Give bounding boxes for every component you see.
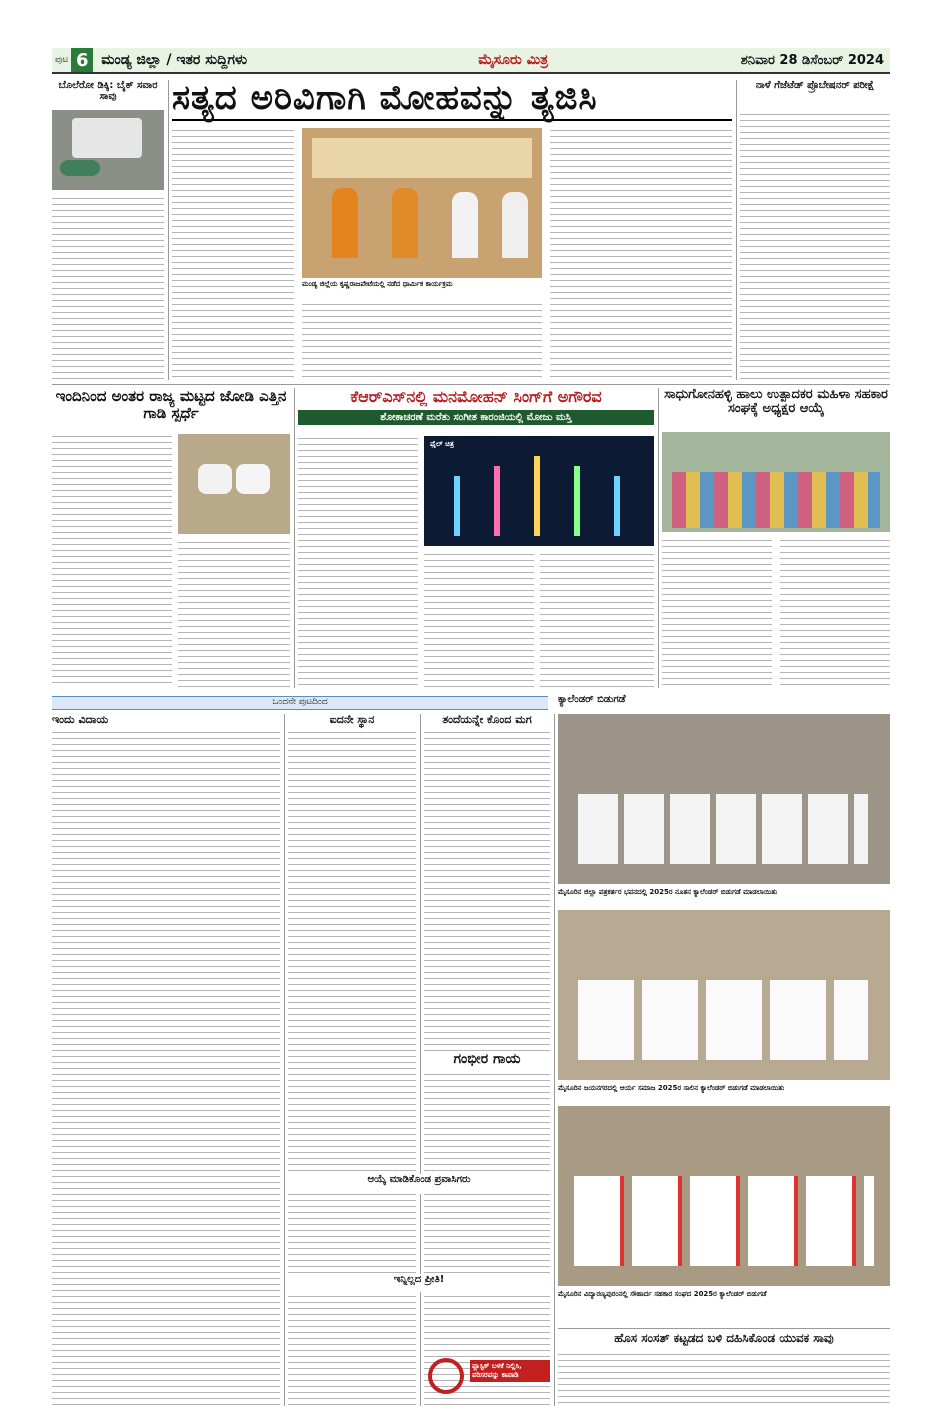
cart-photo: [178, 434, 290, 534]
section-title: ಮಂಡ್ಯ ಜಿಲ್ಲಾ / ಇತರ ಸುದ್ದಿಗಳು: [101, 52, 248, 68]
story-parliament: [558, 1332, 890, 1406]
lead-body-col3: [550, 128, 732, 380]
gazette-body: [740, 112, 890, 380]
preeti-title: ಇನ್ನಿಲ್ಲದ ಪ್ರೀತಿ!: [393, 1274, 445, 1285]
sadhu-title: ಸಾಧುಗೋನಹಳ್ಳಿ ಹಾಲು ಉತ್ಪಾದಕರ ಮಹಿಳಾ ಸಹಕಾರ ಸಂಘಕ್ಕೆ ಅಧ್ಯಕ್ಷರ ಆಯ್ಕೆ: [664, 388, 888, 417]
story-calendar: [558, 714, 890, 1324]
sadhu-body-col2: [780, 538, 890, 688]
divider: [420, 714, 421, 1406]
krs-photo-label: ಫೈಲ್ ಚಿತ್ರ: [430, 440, 454, 448]
krs-title: ಕೆಆರ್‌ಎಸ್‌ನಲ್ಲಿ ಮನಮೋಹನ್ ಸಿಂಗ್‌ಗೆ ಅಗೌರವ: [350, 388, 602, 406]
calendar-caption-2: ಮೈಸೂರಿನ ಜಯನಗರದಲ್ಲಿ ಆರ್ಯ ಸಮಾಜ 2025ರ ಸಾಲಿನ ಕ್ಯಾಲೆಂಡರ್ ಬಿಡುಗಡೆ ಮಾಡಲಾಯಿತು: [558, 1084, 785, 1092]
story-gazette-exam: [740, 80, 890, 380]
plastic-ad: [424, 1354, 550, 1400]
cart-title: ಇಂದಿನಿಂದ ಅಂತರ ರಾಜ್ಯ ಮಟ್ಟದ ಜೋಡಿ ಎತ್ತಿನ ಗಾಡಿ ಸ್ಪರ್ಧೆ: [55, 388, 287, 422]
story-bullock-cart: [52, 388, 290, 688]
page-label: ಪುಟ: [55, 55, 69, 65]
story-vidaya: [52, 714, 280, 1406]
lead-photo-caption: ಮಂಡ್ಯ ಜಿಲ್ಲೆಯ ಕೃಷ್ಣರಾಜಪೇಟೆಯಲ್ಲಿ ನಡೆದ ಧಾರ್ಮಿಕ ಕಾರ್ಯಕ್ರಮ: [302, 280, 453, 288]
krs-body-col3: [540, 552, 654, 688]
vidaya-body: [52, 730, 280, 1406]
samsat-body: [558, 1352, 890, 1406]
page-number: 6: [71, 48, 93, 72]
lead-body-col2: [302, 302, 542, 380]
sadhu-body-col1: [662, 538, 772, 688]
story-bike-body: [52, 196, 164, 380]
lead-body-col1: [172, 128, 294, 380]
issue-date: ಶನಿವಾರ 28 ಡಿಸೆಂಬರ್ 2024: [740, 52, 884, 68]
story-aidane: [288, 714, 416, 1406]
divider: [168, 80, 169, 380]
calendar-caption-1: ಮೈಸೂರಿನ ಜಿಲ್ಲಾ ಪತ್ರಕರ್ತರ ಭವನದಲ್ಲಿ 2025ರ ನೂತನ ಕ್ಯಾಲೆಂಡರ್ ಬಿಡುಗಡೆ ಮಾಡಲಾಯಿತು: [558, 888, 778, 896]
calendar-photo-1: [558, 714, 890, 884]
calendar-caption-3: ಮೈಸೂರಿನ ವಿದ್ಯಾರಣ್ಯಪುರಂನಲ್ಲಿ ಸೌಹಾರ್ದ ಸಹಕಾರ ಸಂಘದ 2025ರ ಕ್ಯಾಲೆಂಡರ್ ಬಿಡುಗಡೆ: [558, 1290, 767, 1298]
continued-band: ಒಂದನೇ ಪುಟದಿಂದ: [52, 696, 548, 710]
aidane-title: ಐದನೇ ಸ್ಥಾನ: [329, 714, 375, 726]
plastic-ad-text: ಪ್ಲಾಸ್ಟಿಕ್ ಬಳಕೆ ನಿಲ್ಲಿಸಿ, ಪರಿಸರವನ್ನು ಕಾಪಾಡಿ: [470, 1360, 550, 1382]
divider: [558, 1328, 890, 1329]
divider: [554, 714, 555, 1406]
story-sadhugonahalli: [662, 388, 890, 688]
lead-title: ಸತ್ಯದ ಅರಿವಿಗಾಗಿ ಮೋಹವನ್ನು ತ್ಯಜಿಸಿ: [172, 80, 732, 121]
aidane-body: [288, 730, 416, 1406]
divider: [658, 388, 659, 688]
divider: [284, 714, 285, 1406]
preeti-head: [288, 1274, 550, 1292]
masthead: [52, 48, 890, 74]
divider: [736, 80, 737, 380]
krs-body-col1: [298, 436, 418, 688]
newspaper-page: [52, 48, 890, 1406]
samsat-title: ಹೊಸ ಸಂಸತ್ ಕಟ್ಟಡದ ಬಳಿ ದಹಿಸಿಕೊಂಡ ಯುವಕ ಸಾವು: [614, 1332, 834, 1345]
gambhira-head: [424, 1052, 550, 1074]
calendar-photo-2: [558, 910, 890, 1080]
story-lead: [172, 80, 732, 380]
tandeyane-title: ತಂದೆಯನ್ನೇ ಕೊಂದ ಮಗ: [442, 714, 532, 726]
gazette-title: ನಾಳೆ ಗೆಜೆಟೆಡ್ ಪ್ರೊಬೇಷನರ್ ಪರೀಕ್ಷೆ: [755, 80, 875, 91]
lead-photo: [302, 128, 542, 278]
krs-fountain-photo: [424, 436, 654, 546]
gambhira-title: ಗಂಭೀರ ಗಾಯ: [453, 1052, 521, 1067]
sadhu-group-photo: [662, 432, 890, 532]
calendar-photo-3: [558, 1106, 890, 1286]
no-plastic-icon: [428, 1358, 464, 1394]
story-krs: [298, 388, 654, 688]
accident-photo: [52, 110, 164, 190]
paper-name: ಮೈಸೂರು ಮಿತ್ರ: [478, 52, 549, 68]
aayke-head: [288, 1174, 550, 1194]
cart-body-col2: [178, 540, 290, 688]
calendar-title: ಕ್ಯಾಲೆಂಡರ್ ಬಿಡುಗಡೆ: [558, 694, 626, 705]
divider: [294, 388, 295, 688]
divider: [52, 384, 890, 385]
krs-body-col2: [424, 552, 534, 688]
krs-subtitle: ಶೋಕಾಚರಣೆ ಮರೆತು ಸಂಗೀತ ಕಾರಂಜಿಯಲ್ಲಿ ಮೋಜು ಮಸ್ತಿ: [298, 410, 654, 425]
vidaya-title: ಇಂದು ವಿದಾಯ: [52, 714, 109, 726]
story-bike-title: ಬೊಲೆರೋ ಡಿಕ್ಕಿ: ಬೈಕ್ ಸವಾರ ಸಾವು: [58, 80, 158, 102]
cart-body-col1: [52, 434, 172, 688]
aayke-title: ಆಯ್ಕೆ ಮಾಡಿಕೊಂಡ ಪ್ರವಾಸಿಗರು: [367, 1174, 471, 1185]
story-bike-accident: [52, 80, 164, 380]
